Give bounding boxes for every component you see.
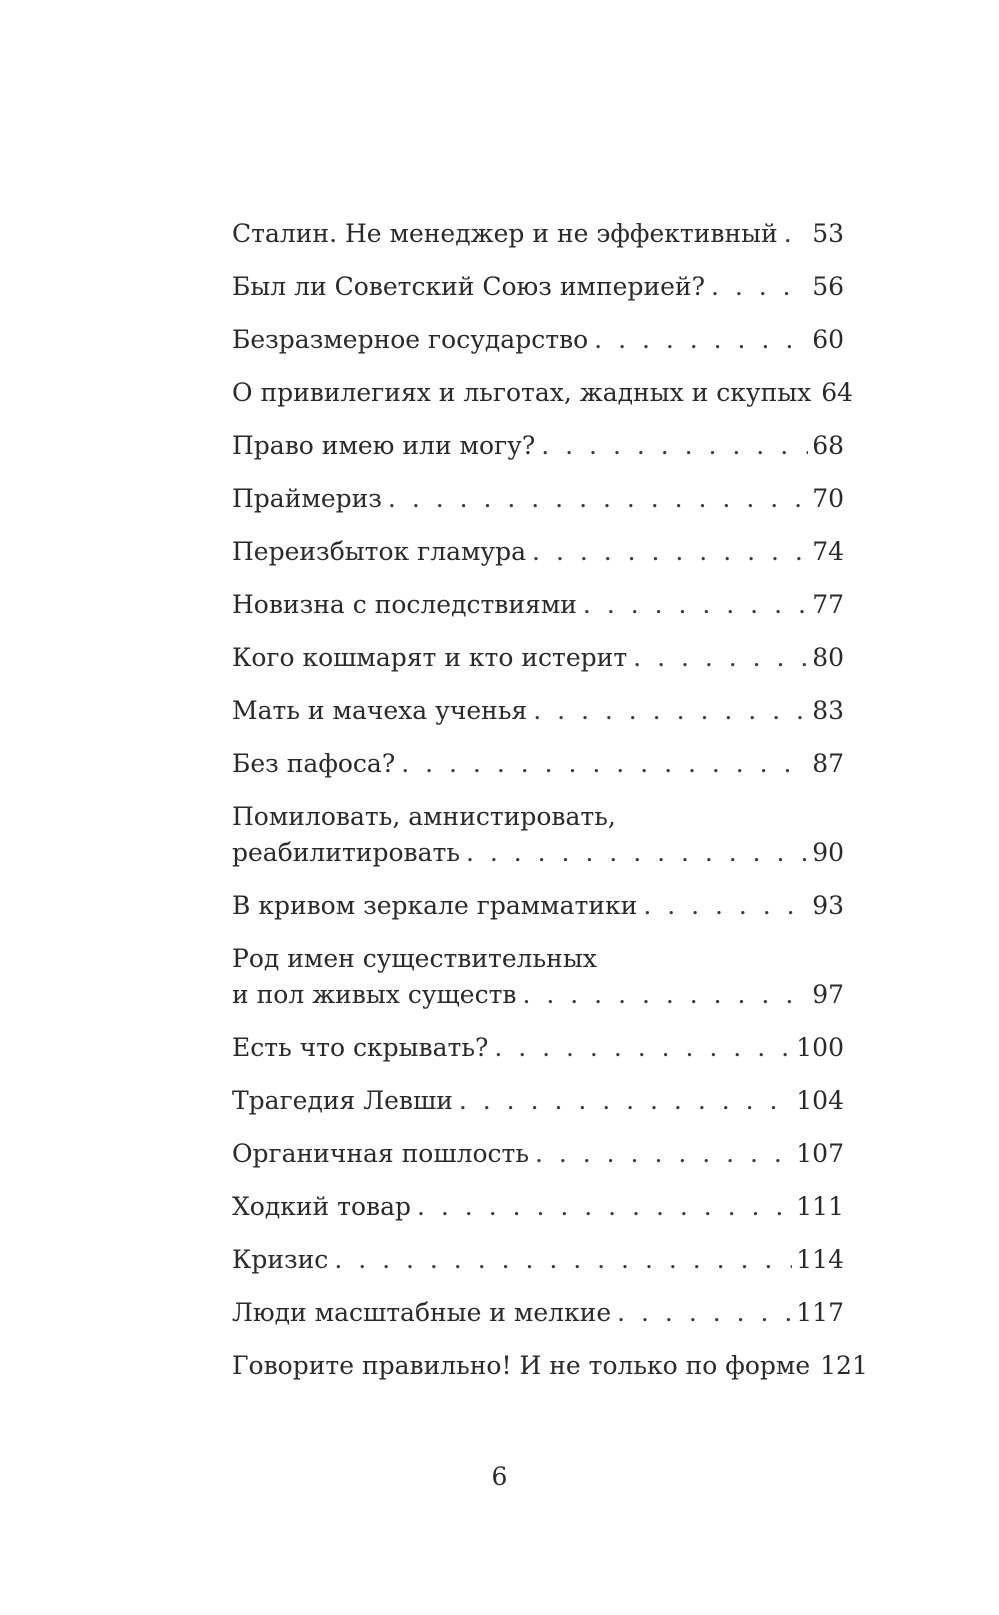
toc-entry	[232, 941, 844, 1013]
toc-entry-title: Мать и мачеха ученья	[232, 696, 528, 725]
toc-entry	[232, 428, 844, 464]
toc-entry	[232, 534, 844, 570]
toc-entry-page: 97	[812, 980, 844, 1009]
dot-leader	[411, 1189, 792, 1225]
toc-line	[232, 746, 844, 782]
dot-leader	[453, 1083, 792, 1119]
table-of-contents	[232, 216, 868, 1401]
toc-entry-title: Право имею или могу?	[232, 431, 536, 460]
toc-line	[232, 640, 844, 676]
toc-entry-page: 53	[812, 219, 844, 248]
toc-entry	[232, 693, 844, 729]
toc-entry-title: реабилитировать	[232, 838, 460, 867]
dot-leader	[627, 640, 808, 676]
toc-entry	[232, 481, 844, 517]
toc-entry-title: Сталин. Не менеджер и не эффективный	[232, 219, 778, 248]
toc-entry-page: 87	[812, 749, 844, 778]
toc-entry	[232, 888, 844, 924]
dot-leader	[527, 693, 808, 729]
toc-entry-title: Безразмерное государство	[232, 325, 589, 354]
dot-leader	[517, 977, 809, 1013]
toc-entry-title: Новизна с последствиями	[232, 590, 577, 619]
toc-entry-title-line1: Помиловать, амнистировать,	[232, 802, 616, 831]
toc-line	[232, 1030, 844, 1066]
toc-line	[232, 322, 844, 358]
dot-leader	[535, 428, 808, 464]
toc-entry-title-line1: Род имен существительных	[232, 944, 597, 973]
toc-entry	[232, 322, 844, 358]
toc-entry	[232, 1242, 844, 1278]
toc-entry-title: Кризис	[232, 1245, 329, 1274]
toc-line	[232, 1242, 844, 1278]
toc-line	[232, 587, 844, 623]
toc-entry-page: 74	[812, 537, 844, 566]
toc-entry-title: Был ли Советский Союз империей?	[232, 272, 705, 301]
dot-leader	[705, 269, 808, 305]
toc-entry-title: Есть что скрывать?	[232, 1033, 489, 1062]
toc-entry-page: 64	[821, 378, 854, 407]
toc-entry-title: Праймериз	[232, 484, 382, 513]
page-number: 6	[491, 1462, 508, 1491]
toc-entry-title: Трагедия Левши	[232, 1086, 453, 1115]
toc-entry	[232, 1348, 868, 1384]
toc-entry	[232, 1136, 844, 1172]
dot-leader	[778, 216, 808, 252]
toc-line	[232, 481, 844, 517]
toc-entry	[232, 216, 844, 252]
toc-line	[232, 1348, 868, 1384]
toc-entry-page: 117	[796, 1298, 844, 1327]
toc-entry-page: 100	[796, 1033, 844, 1062]
toc-entry-page: 111	[796, 1192, 844, 1221]
dot-leader	[529, 1136, 792, 1172]
toc-entry-title: Говорите правильно! И не только по форме	[232, 1351, 811, 1380]
toc-entry-page: 83	[812, 696, 844, 725]
dot-leader	[395, 746, 808, 782]
toc-entry	[232, 1295, 844, 1331]
dot-leader	[611, 1295, 792, 1331]
toc-entry-page: 56	[812, 272, 844, 301]
dot-leader	[577, 587, 808, 623]
dot-leader	[382, 481, 808, 517]
toc-entry-page: 77	[812, 590, 844, 619]
toc-entry	[232, 746, 844, 782]
toc-line	[232, 1083, 844, 1119]
dot-leader	[328, 1242, 792, 1278]
dot-leader	[526, 534, 808, 570]
dot-leader	[460, 835, 808, 871]
toc-entry-title: Переизбыток гламура	[232, 537, 527, 566]
toc-line	[232, 534, 844, 570]
toc-entry-title: Органичная пошлость	[232, 1139, 529, 1168]
toc-entry	[232, 1083, 844, 1119]
toc-entry-page: 121	[820, 1351, 868, 1380]
toc-line	[232, 269, 844, 305]
toc-entry-title: Кого кошмарят и кто истерит	[232, 643, 628, 672]
toc-entry	[232, 269, 844, 305]
toc-entry	[232, 1030, 844, 1066]
dot-leader	[637, 888, 808, 924]
toc-entry-title: О привилегиях и льготах, жадных и скупых	[232, 378, 812, 407]
toc-line	[232, 835, 844, 871]
toc-entry-page: 80	[812, 643, 844, 672]
toc-entry	[232, 640, 844, 676]
toc-entry-page: 70	[812, 484, 844, 513]
toc-line	[232, 375, 854, 411]
toc-line	[232, 693, 844, 729]
toc-entry-title: В кривом зеркале грамматики	[232, 891, 638, 920]
toc-entry-title: Люди масштабные и мелкие	[232, 1298, 612, 1327]
toc-entry-title: Без пафоса?	[232, 749, 396, 778]
toc-line	[232, 428, 844, 464]
dot-leader	[488, 1030, 792, 1066]
toc-entry-title: и пол живых существ	[232, 980, 517, 1009]
toc-line	[232, 1136, 844, 1172]
toc-entry	[232, 375, 854, 411]
toc-entry-page: 107	[796, 1139, 844, 1168]
toc-entry-page: 60	[812, 325, 844, 354]
toc-line	[232, 216, 844, 252]
toc-entry-page: 93	[812, 891, 844, 920]
toc-entry	[232, 799, 844, 871]
toc-entry-title: Ходкий товар	[232, 1192, 412, 1221]
toc-line	[232, 1189, 844, 1225]
toc-entry-page: 68	[812, 431, 844, 460]
toc-entry-page: 104	[796, 1086, 844, 1115]
toc-entry	[232, 1189, 844, 1225]
toc-entry-page: 90	[812, 838, 844, 867]
toc-line	[232, 1295, 844, 1331]
toc-entry-page: 114	[796, 1245, 844, 1274]
toc-entry	[232, 587, 844, 623]
dot-leader	[588, 322, 808, 358]
toc-line	[232, 977, 844, 1013]
toc-line	[232, 888, 844, 924]
